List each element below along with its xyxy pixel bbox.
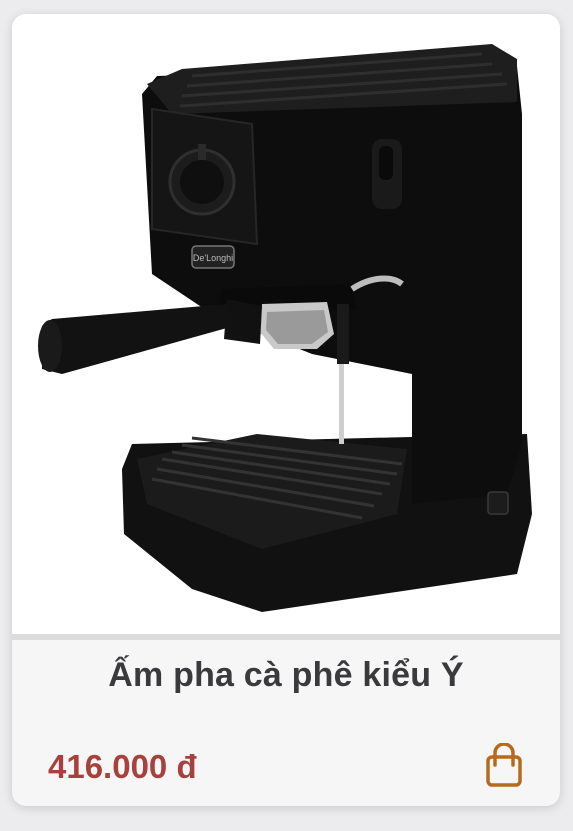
card-divider: [12, 634, 560, 640]
product-title[interactable]: Ấm pha cà phê kiểu Ý: [108, 656, 464, 694]
shopping-bag-icon: [484, 743, 524, 789]
product-card[interactable]: [12, 14, 560, 806]
brand-logo-text: De'Longhi: [192, 253, 234, 263]
product-image[interactable]: [12, 14, 560, 634]
add-to-cart-button[interactable]: [480, 740, 528, 792]
espresso-machine-photo: [12, 14, 560, 634]
product-price: 416.000 đ: [48, 748, 197, 785]
